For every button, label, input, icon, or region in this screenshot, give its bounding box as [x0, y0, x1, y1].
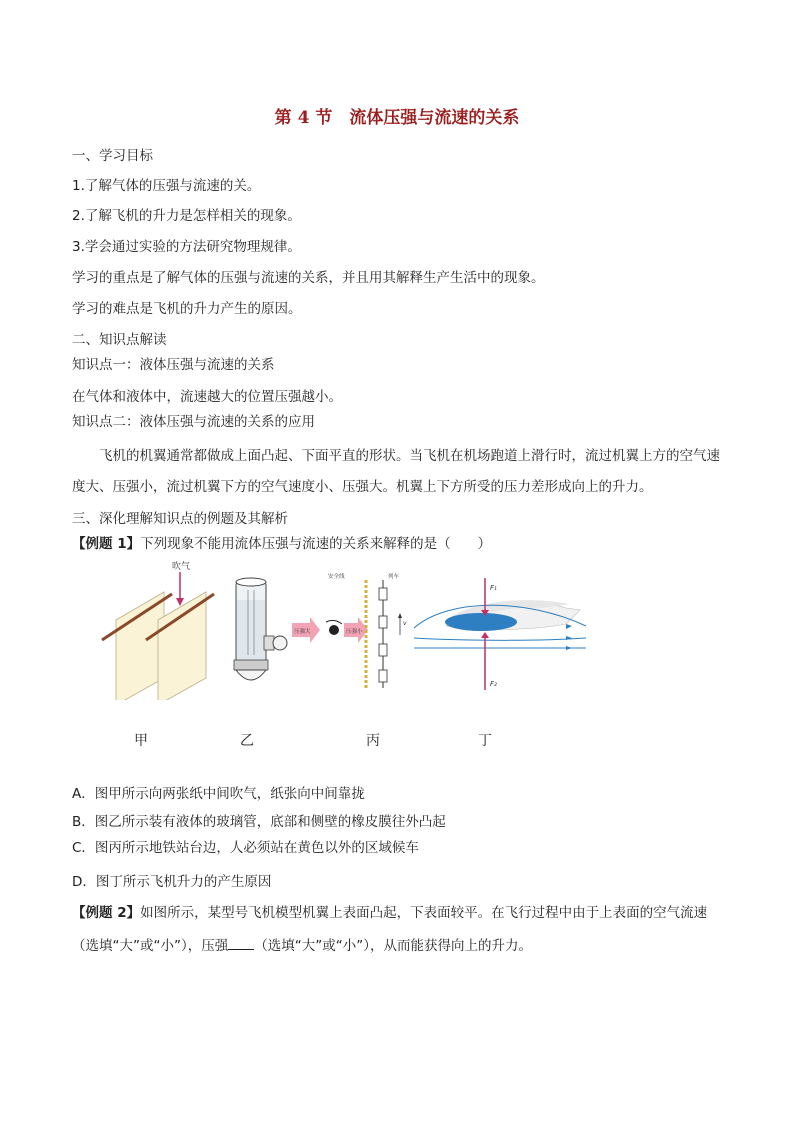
figure-label-bing: 丙	[366, 733, 380, 749]
learning-focus: 学习的重点是了解气体的压强与流速的关系，并且用其解释生产生活中的现象。	[72, 270, 545, 286]
option-c: C．图丙所示地铁站台边，人必须站在黄色以外的区域候车	[72, 840, 419, 856]
option-d: D．图丁所示飞机升力的产生原因	[72, 874, 272, 890]
label-f2: F₂	[490, 680, 497, 688]
knowledge-point-1-title: 知识点一：液体压强与流速的关系	[72, 357, 275, 373]
person-icon	[329, 625, 339, 635]
label-f1: F₁	[490, 584, 497, 592]
example-2-tag: 【例题 2】	[72, 905, 141, 921]
example-2-text-2b: （选填“大”或“小”），从而能获得向上的升力。	[254, 938, 532, 954]
label-safety-line: 安全线	[328, 574, 345, 580]
example-1-text: 下列现象不能用流体压强与流速的关系来解释的是（ ）	[140, 536, 492, 552]
figure-ding-airfoil	[414, 578, 586, 690]
section-heading-examples: 三、深化理解知识点的例题及其解析	[72, 511, 288, 527]
knowledge-point-2-body	[72, 441, 727, 503]
goal-item-1: 1.了解气体的压强与流速的关。	[72, 178, 261, 194]
answer-blank[interactable]	[228, 935, 254, 950]
label-train: 列车	[388, 574, 400, 580]
example-2-text-1: 如图所示，某型号飞机模型机翼上表面凸起，下表面较平。在飞行过程中由于上表面的空气流速	[140, 905, 708, 921]
label-pressure-small: 压强小	[346, 629, 363, 635]
figure-label-yi: 乙	[240, 733, 254, 749]
knowledge-point-1-body: 在气体和液体中，流速越大的位置压强越小。	[72, 389, 342, 405]
example-2-text-2a: （选填“大”或“小”），压强	[72, 938, 229, 954]
label-blow: 吹气	[172, 562, 191, 572]
learning-difficulty: 学习的难点是飞机的升力产生的原因。	[72, 301, 302, 317]
example-1-question	[72, 534, 491, 554]
section-heading-knowledge: 二、知识点解读	[72, 332, 167, 348]
goal-item-2: 2.了解飞机的升力是怎样相关的现象。	[72, 208, 301, 224]
example-2-line-2	[72, 935, 532, 956]
figure-bing-subway-platform	[292, 572, 407, 688]
goal-item-3: 3.学会通过实验的方法研究物理规律。	[72, 239, 301, 255]
label-pressure-big: 压强大	[294, 629, 311, 635]
label-velocity: v	[403, 620, 407, 627]
section-heading-goals: 一、学习目标	[72, 148, 153, 164]
example-1-figures	[96, 560, 596, 700]
figure-yi-glass-tube	[234, 578, 287, 680]
figure-label-ding: 丁	[478, 733, 492, 749]
page-title: 第 4 节 流体压强与流速的关系	[274, 108, 520, 128]
option-b: B．图乙所示装有液体的玻璃管，底部和侧壁的橡皮膜往外凸起	[72, 814, 446, 830]
knowledge-point-2-title: 知识点二：液体压强与流速的关系的应用	[72, 414, 315, 430]
knowledge-point-2-text: 飞机的机翼通常都做成上面凸起、下面平直的形状。当飞机在机场跑道上滑行时，流过机翼上方的空气速度大、压强小，流过机翼下方的空气速度小、压强大。机翼上下方所受的压力差形成向上的升力。	[72, 448, 720, 495]
figure-jia-paper-sheets	[102, 560, 214, 700]
figure-label-jia: 甲	[134, 733, 148, 749]
example-2-line-1	[72, 903, 707, 923]
example-1-tag: 【例题 1】	[72, 536, 141, 552]
option-a: A．图甲所示向两张纸中间吹气，纸张向中间靠拢	[72, 786, 365, 802]
